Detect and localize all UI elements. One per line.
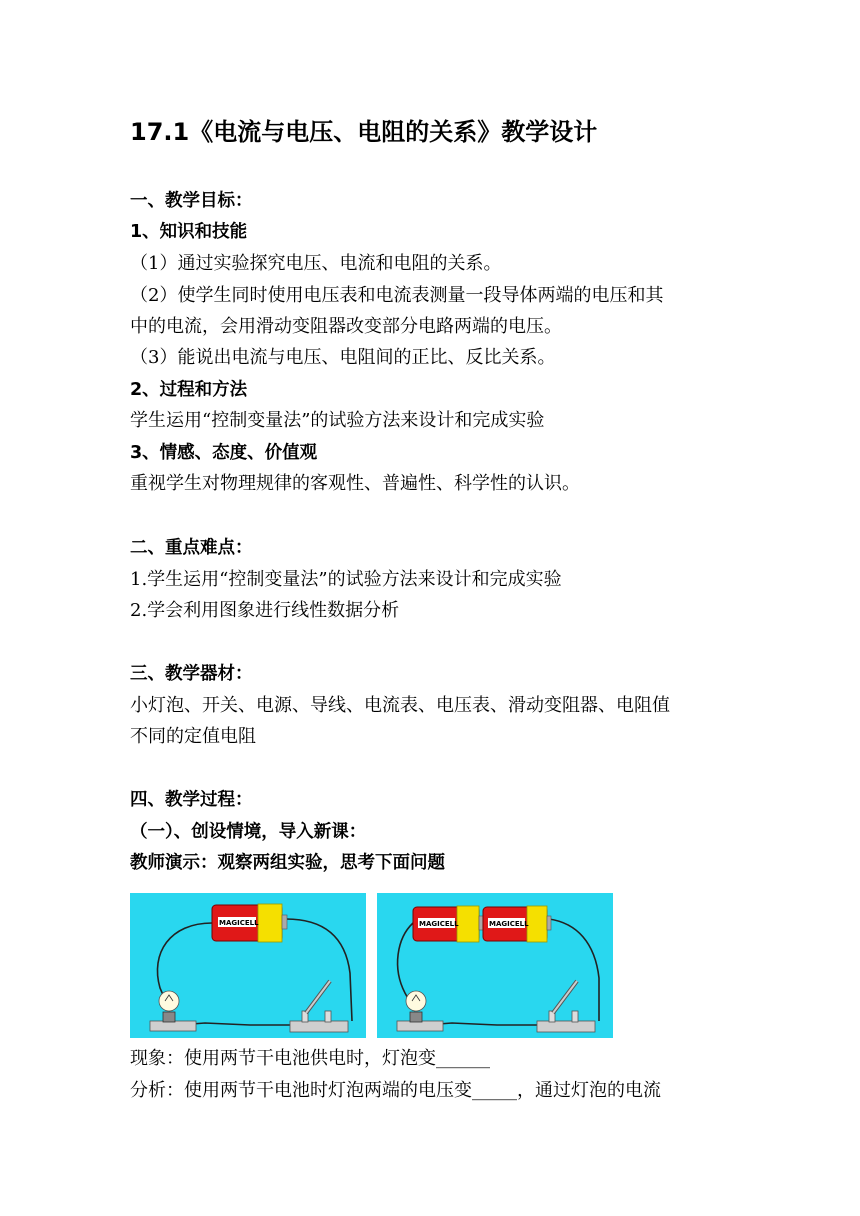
paragraph-line: 小灯泡、开关、电源、导线、电流表、电压表、滑动变阻器、电阻值 (130, 695, 670, 716)
paragraph-line: 学生运用“控制变量法”的试验方法来设计和完成实验 (130, 410, 545, 431)
paragraph-line: （2）使学生同时使用电压表和电流表测量一段导体两端的电压和其 (130, 285, 664, 306)
subheading-teacher-demo: 教师演示：观察两组实验，思考下面问题 (130, 853, 445, 873)
paragraph-line: 中的电流，会用滑动变阻器改变部分电路两端的电压。 (130, 316, 562, 337)
battery-icon (483, 906, 551, 942)
battery-brand-label: MAGICELL (489, 920, 529, 928)
paragraph-line: 重视学生对物理规律的客观性、普遍性、科学性的认识。 (130, 473, 580, 494)
paragraph-line: 1.学生运用“控制变量法”的试验方法来设计和完成实验 (130, 569, 562, 590)
circuit-figure-two-batteries (377, 893, 613, 1038)
battery-icon (212, 904, 287, 942)
subheading-emotion-values: 3、情感、态度、价值观 (130, 443, 318, 463)
paragraph-line-analysis: 分析：使用两节干电池时灯泡两端的电压变_____，通过灯泡的电流 (130, 1080, 661, 1101)
paragraph-line: （1）通过实验探究电压、电流和电阻的关系。 (130, 253, 502, 274)
paragraph-line: 2.学会利用图象进行线性数据分析 (130, 600, 400, 621)
section-heading-objectives: 一、教学目标： (130, 191, 253, 211)
section-heading-equipment: 三、教学器材： (130, 664, 253, 684)
circuit-figure-one-battery (130, 893, 366, 1038)
page-title: 17.1《电流与电压、电阻的关系》教学设计 (130, 118, 598, 146)
battery-brand-label: MAGICELL (219, 919, 259, 927)
section-heading-key-points: 二、重点难点： (130, 538, 253, 558)
paragraph-line-phenomenon: 现象：使用两节干电池供电时，灯泡变______ (130, 1048, 490, 1069)
paragraph-line: 不同的定值电阻 (130, 726, 256, 747)
subheading-process-method: 2、过程和方法 (130, 380, 248, 400)
paragraph-line: （3）能说出电流与电压、电阻间的正比、反比关系。 (130, 347, 556, 368)
subheading-introduction: （一）、创设情境，导入新课： (130, 822, 367, 842)
battery-brand-label: MAGICELL (419, 920, 459, 928)
subheading-knowledge-skills: 1、知识和技能 (130, 222, 248, 242)
battery-icon (413, 906, 483, 942)
section-heading-process: 四、教学过程： (130, 790, 253, 810)
